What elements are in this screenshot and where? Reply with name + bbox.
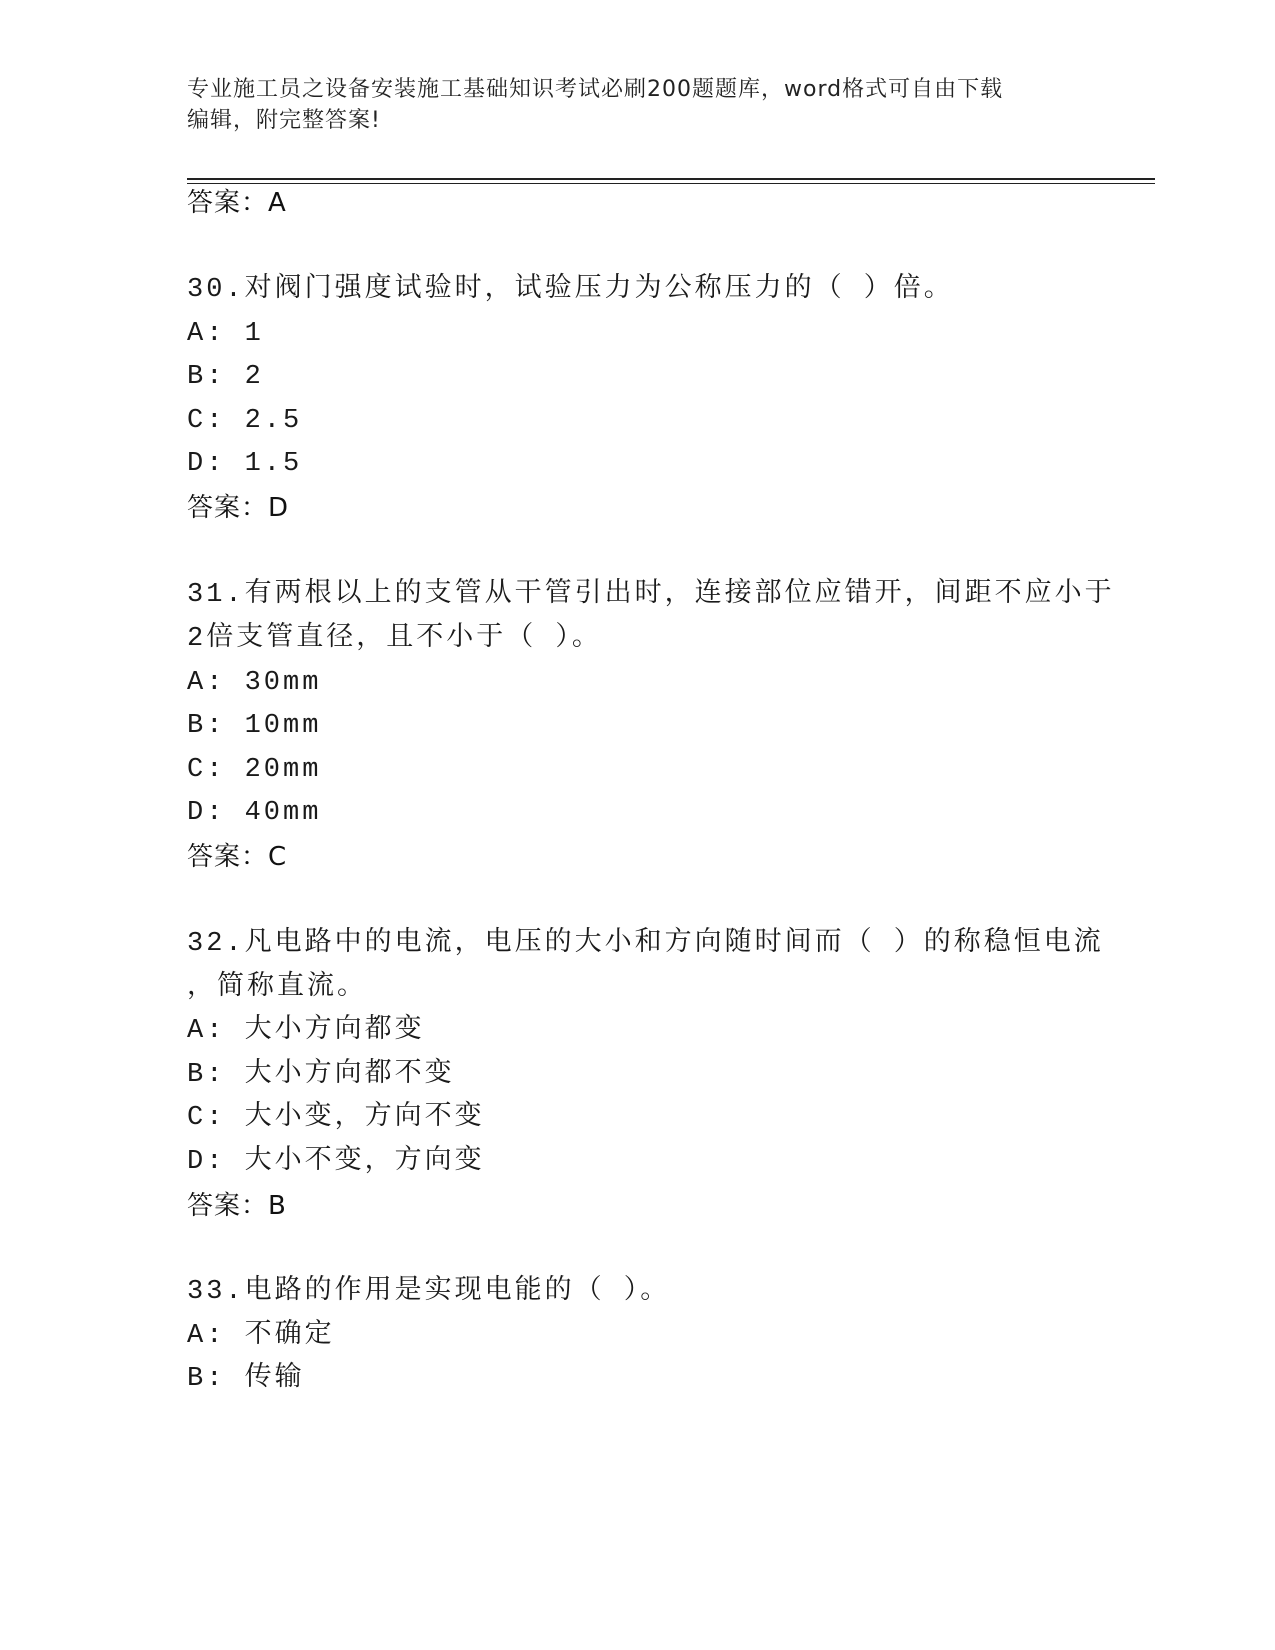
question-31-option-a: A: 30mm [187,668,322,698]
question-32-option-a: A: 大小方向都变 [187,1016,425,1046]
header-line-1: 专业施工员之设备安装施工基础知识考试必刷200题题库，word格式可自由下载 [187,77,1004,102]
question-31-text-line-2: 2倍支管直径，且不小于（ ）。 [187,624,602,654]
question-31-option-d: D: 40mm [187,798,322,828]
question-31-option-b: B: 10mm [187,711,322,741]
question-32-answer: 答案：B [187,1191,287,1221]
question-32-text-line-1: 32.凡电路中的电流，电压的大小和方向随时间而（ ）的称稳恒电流 [187,929,1104,959]
header-line-2: 编辑，附完整答案! [187,108,381,133]
header-divider-thin [187,183,1155,184]
question-30-text: 30.对阀门强度试验时，试验压力为公称压力的（ ）倍。 [187,275,954,305]
document-header [187,74,1067,136]
question-30-option-b: B: 2 [187,362,264,392]
question-31-answer: 答案：C [187,842,288,872]
question-31-text-line-1: 31.有两根以上的支管从干管引出时，连接部位应错开，间距不应小于 [187,580,1115,610]
answer-line: 答案：A [187,188,287,218]
question-33-option-a: A: 不确定 [187,1321,335,1351]
question-32-option-b: B: 大小方向都不变 [187,1060,455,1090]
question-32-option-c: C: 大小变，方向不变 [187,1103,485,1133]
question-30-answer: 答案：D [187,493,290,523]
question-30-option-a: A: 1 [187,319,264,349]
question-33-option-b: B: 传输 [187,1364,305,1394]
header-divider-thick [187,178,1155,180]
question-32-option-d: D: 大小不变，方向变 [187,1147,485,1177]
question-32-text-line-2: ，简称直流。 [187,973,367,1003]
question-30-option-c: C: 2.5 [187,406,303,436]
question-30-option-d: D: 1.5 [187,449,303,479]
question-31-option-c: C: 20mm [187,755,322,785]
question-33-text: 33.电路的作用是实现电能的（ ）。 [187,1277,671,1307]
